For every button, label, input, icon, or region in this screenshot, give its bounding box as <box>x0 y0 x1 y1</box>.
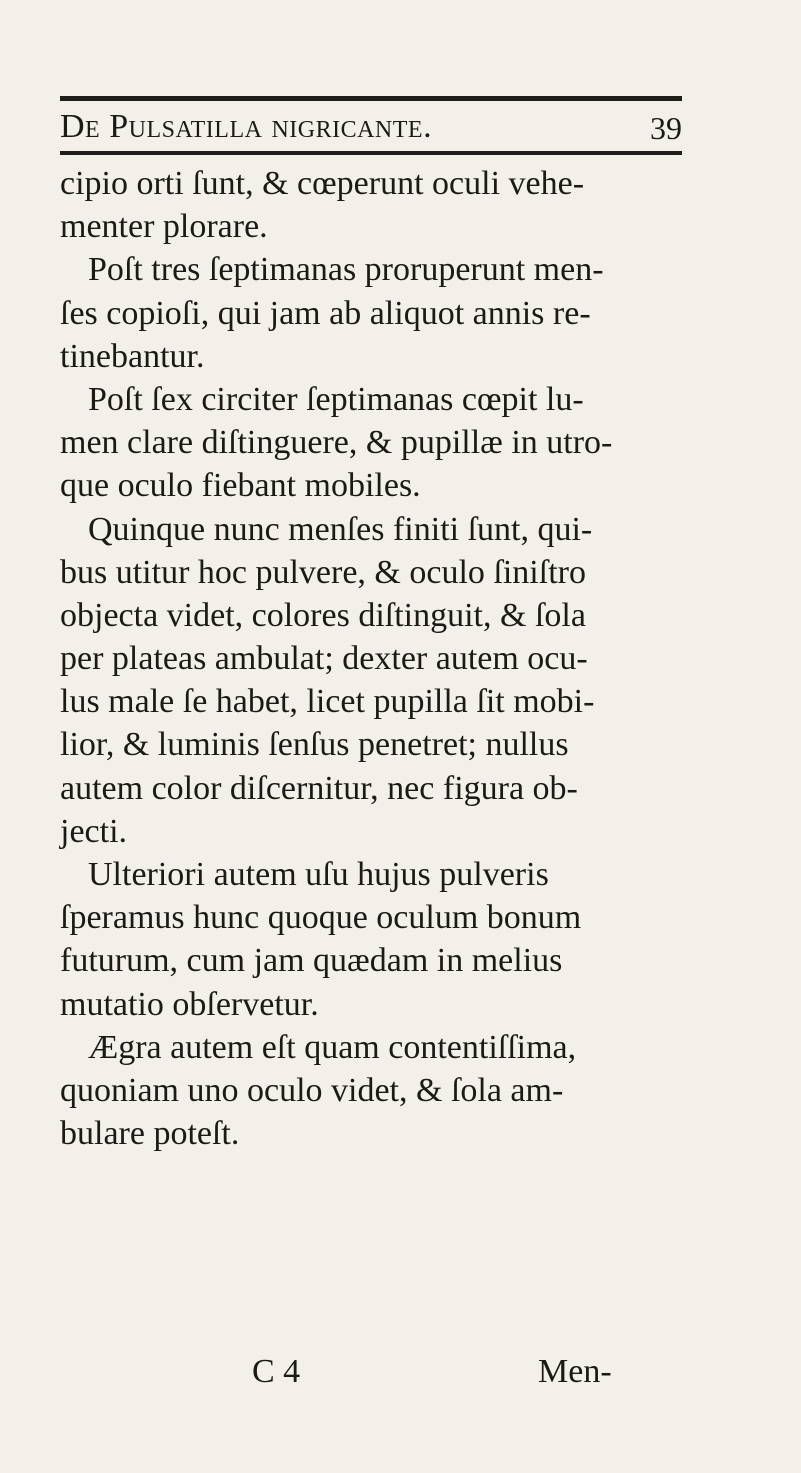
text-line: tinebantur. <box>60 337 205 375</box>
text-line: Ægra autem eſt quam contentiſſima, <box>88 1028 577 1066</box>
running-title: De Pulsatilla nigricante. <box>60 108 433 145</box>
text-line: per plateas ambulat; dexter autem ocu- <box>60 640 588 678</box>
header-rule-bottom <box>60 151 682 155</box>
text-line: cipio orti ſunt, & cœperunt oculi vehe- <box>60 165 585 202</box>
text-line: quoniam uno oculo videt, & ſola am- <box>60 1071 564 1109</box>
text-line: bulare poteſt. <box>60 1115 240 1153</box>
text-line: Quinque nunc menſes finiti ſunt, qui- <box>88 510 593 548</box>
text-line: Poſt tres ſeptimanas proruperunt men- <box>88 251 604 289</box>
text-line: bus utitur hoc pulvere, & oculo ſiniſtro <box>60 553 586 591</box>
text-line: menter plorare. <box>60 208 268 246</box>
text-line: ſperamus hunc quoque oculum bonum <box>60 899 582 937</box>
page-number: 39 <box>650 110 682 146</box>
text-line: autem color diſcernitur, nec figura ob- <box>60 769 578 807</box>
text-line: men clare diſtinguere, & pupillæ in utro- <box>60 424 613 462</box>
text-line: lus male ſe habet, licet pupilla ſit mobi- <box>60 683 595 721</box>
text-line: objecta videt, colores diſtinguit, & ſola <box>60 596 586 634</box>
text-line: Poſt ſex circiter ſeptimanas cœpit lu- <box>88 380 584 418</box>
catchword: Men- <box>538 1353 612 1390</box>
text-line: Ulteriori autem uſu hujus pulveris <box>88 856 549 893</box>
page-footer <box>60 1353 690 1397</box>
signature-mark: C 4 <box>252 1353 301 1390</box>
text-line: lior, & luminis ſenſus penetret; nullus <box>60 726 569 764</box>
running-header <box>60 108 682 150</box>
text-line: futurum, cum jam quædam in melius <box>60 942 563 980</box>
text-line: mutatio obſervetur. <box>60 985 319 1023</box>
header-rule-top <box>60 96 682 101</box>
text-line: ſes copioſi, qui jam ab aliquot annis re- <box>60 294 591 332</box>
text-line: jecti. <box>60 812 128 850</box>
body-text <box>60 162 690 1155</box>
text-line: que oculo fiebant mobiles. <box>60 467 421 505</box>
